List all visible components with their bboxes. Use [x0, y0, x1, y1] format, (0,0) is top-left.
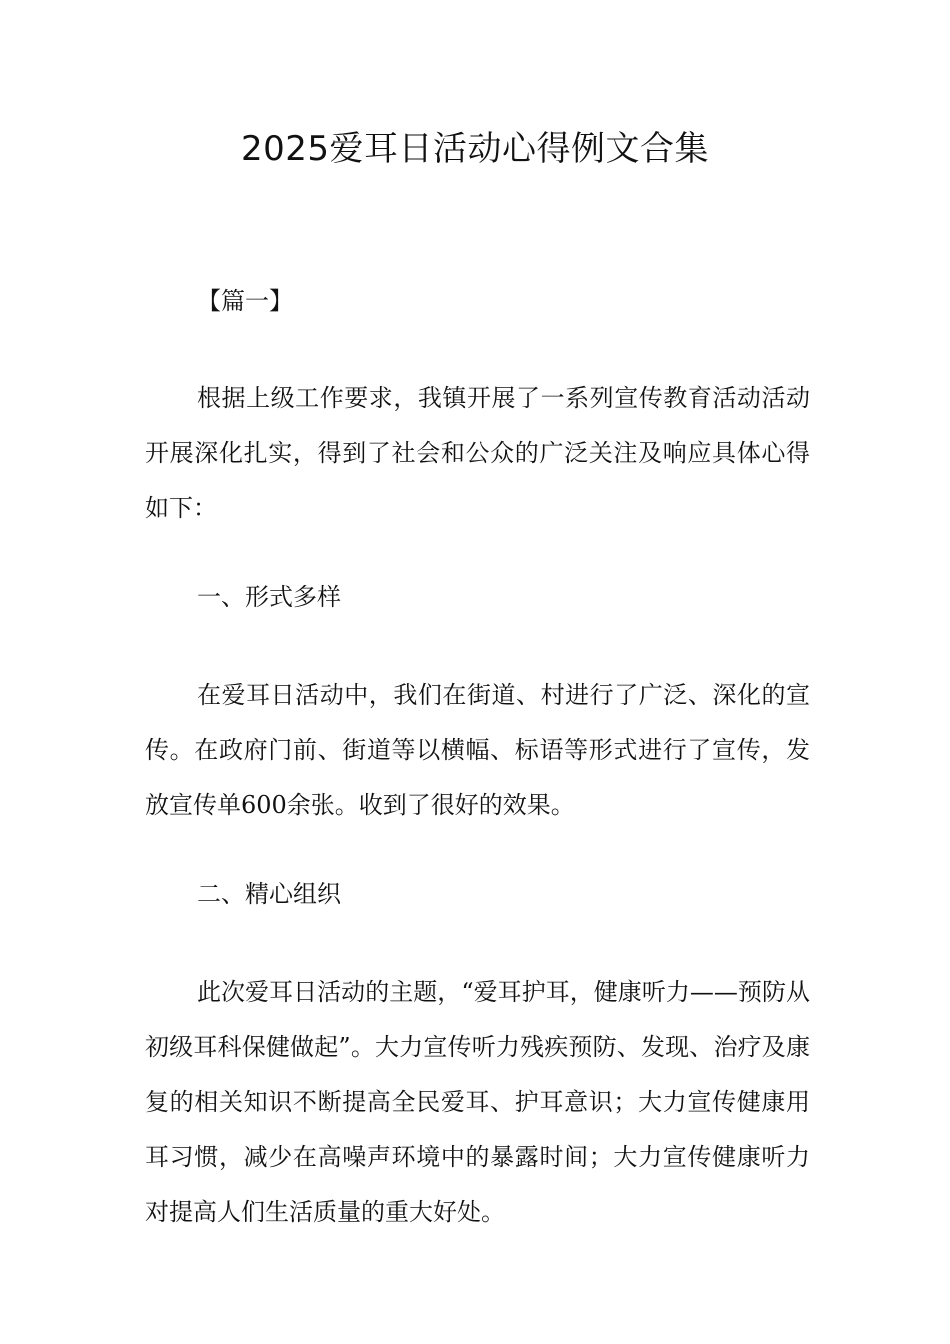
intro-paragraph: 根据上级工作要求，我镇开展了一系列宣传教育活动活动开展深化扎实，得到了社会和公众的广泛关注及响应具体心得如下：: [145, 384, 810, 522]
document-title: 2025爱耳日活动心得例文合集: [240, 129, 710, 169]
section-body-2: 此次爱耳日活动的主题，“爱耳护耳，健康听力——预防从初级耳科保健做起”。大力宣传听力残疾预防、发现、治疗及康复的相关知识不断提高全民爱耳、护耳意识；大力宣传健康用耳习惯，减少在高噪声环境中的暴露时间；大力宣传健康听力对提高人们生活质量的重大好处。: [145, 978, 810, 1226]
part-label: 【篇一】: [197, 287, 293, 315]
section-body-1: 在爱耳日活动中，我们在街道、村进行了广泛、深化的宣传。在政府门前、街道等以横幅、标语等形式进行了宣传，发放宣传单600余张。收到了很好的效果。: [145, 681, 810, 819]
section-heading-2: 二、精心组织: [197, 880, 341, 908]
section-heading-1: 一、形式多样: [197, 583, 341, 611]
